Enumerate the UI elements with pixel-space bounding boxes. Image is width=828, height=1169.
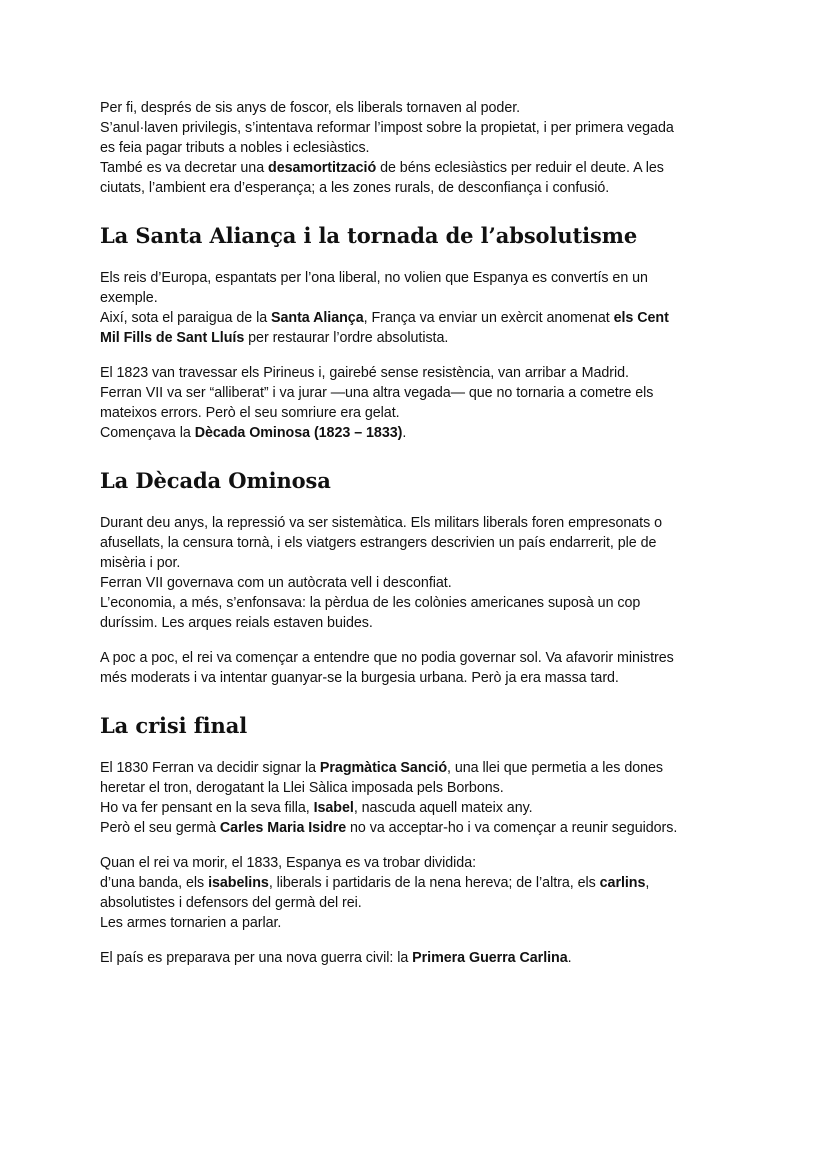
section-heading: La crisi final bbox=[100, 713, 248, 738]
section-heading: La Dècada Ominosa bbox=[100, 468, 331, 493]
text-run: , liberals i partidaris de la nena hereva; de l’altra, els bbox=[268, 875, 600, 891]
text-line bbox=[100, 873, 740, 893]
text-run: , França va enviar un exèrcit anomenat bbox=[363, 310, 614, 326]
bold-term: Dècada Ominosa (1823 – 1833) bbox=[194, 425, 403, 441]
section2-paragraph-1 bbox=[100, 513, 740, 633]
text-line bbox=[100, 818, 740, 838]
text-line bbox=[100, 948, 740, 968]
section3-paragraph-3 bbox=[100, 948, 740, 968]
bold-term: Carles Maria Isidre bbox=[219, 820, 347, 836]
text-run: Però el seu germà bbox=[100, 820, 220, 836]
section1-paragraph-1 bbox=[100, 268, 740, 348]
text-line bbox=[100, 308, 740, 328]
text-line: heretar el tron, derogatant la Llei Sàlica imposada pels Borbons. bbox=[100, 780, 504, 796]
text-line: Les armes tornarien a parlar. bbox=[100, 915, 282, 931]
text-run: , una llei que permetia a les dones bbox=[447, 760, 664, 776]
text-line: exemple. bbox=[100, 290, 158, 306]
bold-term: Pragmàtica Sanció bbox=[319, 760, 448, 776]
section-heading: La Santa Aliança i la tornada de l’absolutisme bbox=[100, 223, 638, 248]
text-line: misèria i por. bbox=[100, 555, 181, 571]
text-run: per restaurar l’ordre absolutista. bbox=[244, 330, 449, 346]
text-line: L’economia, a més, s’enfonsava: la pèrdua de les colònies americanes suposà un cop bbox=[100, 595, 641, 611]
bold-term: Mil Fills de Sant Lluís bbox=[100, 330, 245, 346]
text-line: Ferran VII governava com un autòcrata vell i desconfiat. bbox=[100, 575, 452, 591]
text-line: Ferran VII va ser “alliberat” i va jurar —una altra vegada— que no tornaria a cometre els bbox=[100, 385, 654, 401]
bold-term: els Cent bbox=[613, 310, 669, 326]
text-run: no va acceptar-ho i va començar a reunir seguidors. bbox=[346, 820, 678, 836]
text-run: , bbox=[645, 875, 650, 891]
text-line bbox=[100, 328, 740, 348]
section2-paragraph-2 bbox=[100, 648, 740, 688]
text-line: afusellats, la censura tornà, i els viatgers estrangers descrivien un país endarrerit, ple de bbox=[100, 535, 657, 551]
text-line bbox=[100, 158, 740, 178]
text-run: d’una banda, els bbox=[100, 875, 209, 891]
text-line: duríssim. Les arques reials estaven buides. bbox=[100, 615, 373, 631]
text-run: de béns eclesiàstics per reduir el deute. A les bbox=[376, 160, 664, 176]
text-line: Quan el rei va morir, el 1833, Espanya es va trobar dividida: bbox=[100, 855, 477, 871]
bold-term: desamortització bbox=[268, 160, 377, 176]
text-line: absolutistes i defensors del germà del rei. bbox=[100, 895, 362, 911]
text-run: El país es preparava per una nova guerra civil: la bbox=[100, 950, 413, 966]
text-line bbox=[100, 423, 740, 443]
text-run: . bbox=[567, 950, 572, 966]
text-line: es feia pagar tributs a nobles i eclesiàstics. bbox=[100, 140, 370, 156]
text-line: ciutats, l’ambient era d’esperança; a les zones rurals, de desconfiança i confusió. bbox=[100, 180, 610, 196]
text-run: . bbox=[402, 425, 407, 441]
document-page bbox=[100, 98, 740, 968]
text-line: El 1823 van travessar els Pirineus i, gairebé sense resistència, van arribar a Madrid. bbox=[100, 365, 629, 381]
bold-term: Primera Guerra Carlina bbox=[412, 950, 568, 966]
section3-paragraph-1 bbox=[100, 758, 740, 838]
text-line: S’anul·laven privilegis, s’intentava reformar l’impost sobre la propietat, i per primera vegada bbox=[100, 120, 674, 136]
section1-paragraph-2 bbox=[100, 363, 740, 443]
text-run: El 1830 Ferran va decidir signar la bbox=[100, 760, 320, 776]
bold-term: isabelins bbox=[208, 875, 269, 891]
section3-paragraph-2 bbox=[100, 853, 740, 933]
text-line: més moderats i va intentar guanyar-se la burgesia urbana. Però ja era massa tard. bbox=[100, 670, 619, 686]
text-line: A poc a poc, el rei va començar a entendre que no podia governar sol. Va afavorir ministres bbox=[100, 650, 674, 666]
text-run: També es va decretar una bbox=[100, 160, 269, 176]
text-line: Per fi, després de sis anys de foscor, els liberals tornaven al poder. bbox=[100, 100, 521, 116]
text-line: mateixos errors. Però el seu somriure era gelat. bbox=[100, 405, 400, 421]
text-run: Així, sota el paraigua de la bbox=[100, 310, 272, 326]
intro-paragraph bbox=[100, 98, 740, 198]
text-line bbox=[100, 798, 740, 818]
text-line: Durant deu anys, la repressió va ser sistemàtica. Els militars liberals foren empresonats o bbox=[100, 515, 663, 531]
bold-term: Isabel bbox=[313, 800, 354, 816]
text-run: Començava la bbox=[100, 425, 195, 441]
text-run: , nascuda aquell mateix any. bbox=[353, 800, 533, 816]
text-line: Els reis d’Europa, espantats per l’ona liberal, no volien que Espanya es convertís en un bbox=[100, 270, 648, 286]
text-line bbox=[100, 758, 740, 778]
bold-term: Santa Aliança bbox=[271, 310, 364, 326]
text-run: Ho va fer pensant en la seva filla, bbox=[100, 800, 314, 816]
bold-term: carlins bbox=[599, 875, 646, 891]
